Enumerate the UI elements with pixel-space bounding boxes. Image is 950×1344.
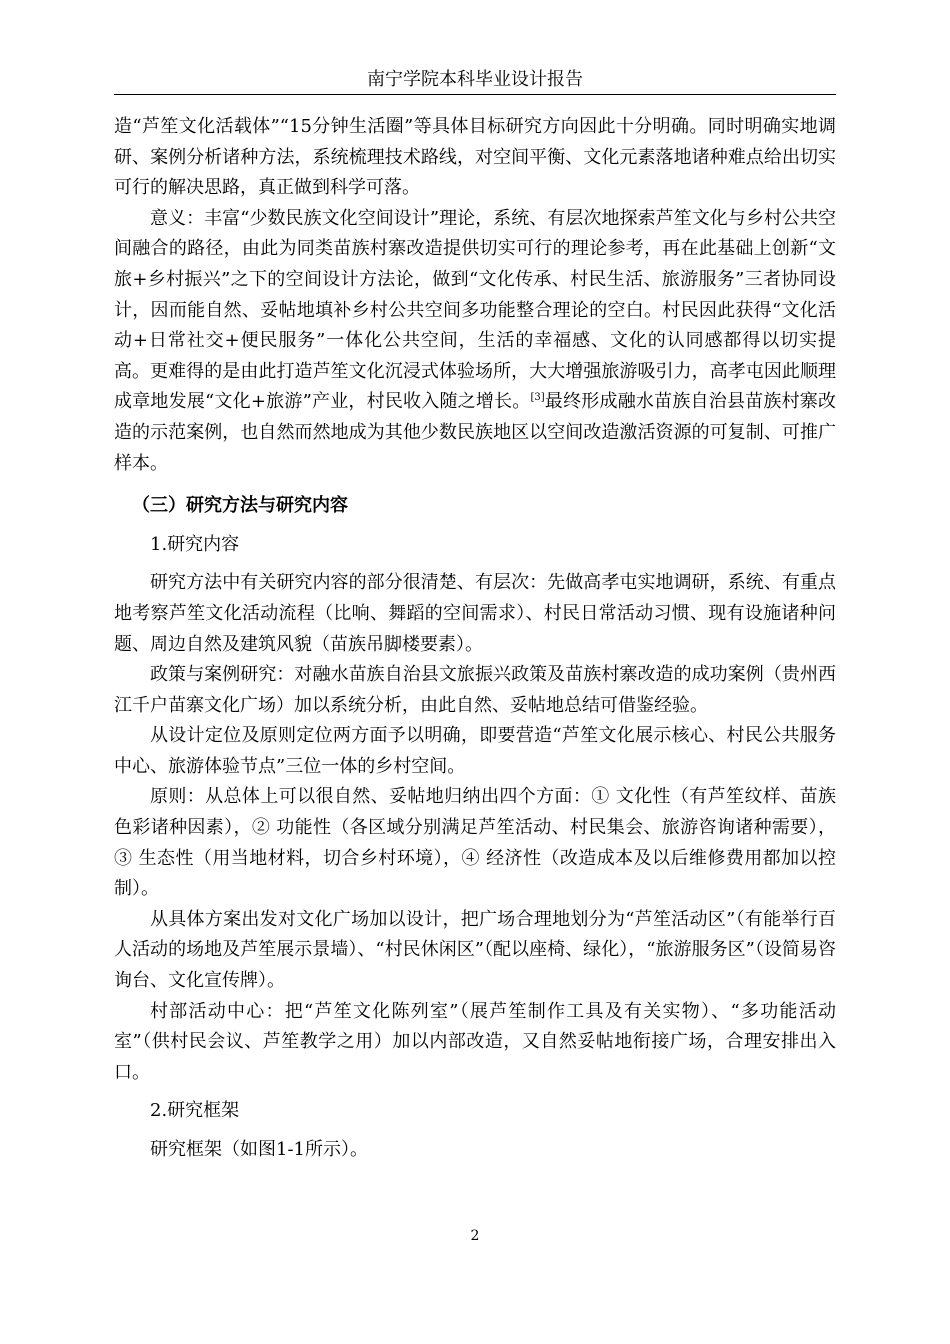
paragraph-framework: 研究框架（如图1-1所示）。 [150,1139,368,1160]
page-content [114,112,836,1166]
subsection-heading: 2.研究框架 [150,1100,240,1122]
paragraph-significance [114,204,836,479]
page-number: 2 [470,1228,480,1244]
paragraph-research-content: 研究方法中有关研究内容的部分很清楚、有层次：先做高孝屯实地调研，系统、有重点地考察芦笙文化活动流程（比响、舞蹈的空间需求）、村民日常活动习惯、现有设施诸种问题、周边自然及建筑风貌（苗族吊脚楼要素）。 [114,572,836,655]
subsection-heading: 1.研究内容 [150,533,240,555]
paragraph-text: 意义：丰富“少数民族文化空间设计”理论，系统、有层次地探索芦笙文化与乡村公共空间融合的路径，由此为同类苗族村寨改造提供切实可行的理论参考，再在此基础上创新“文旅+乡村振兴”之下的空间设计方法论，做到“文化传承、村民生活、旅游服务”三者协同设计，因而能自然、妥帖地填补乡村公共空间多功能整合理论的空白。村民因此获得“文化活动+日常社交+便民服务”一体化公共空间，生活的幸福感、文化的认同感都得以切实提高。更难得的是由此打造芦笙文化沉浸式体验场所，大大增强旅游吸引力，高孝屯因此顺理成章地发展“文化+旅游”产业，村民收入随之增长。 [114,207,836,413]
header-title: 南宁学院本科毕业设计报告 [367,69,583,90]
citation-reference: [3] [530,392,545,404]
paragraph-plaza-design: 从具体方案出发对文化广场加以设计，把广场合理地划分为“芦笙活动区”（有能举行百人活动的场地及芦笙展示景墙）、“村民休闲区”（配以座椅、绿化），“旅游服务区”（设简易咨询台、文化宣传牌）。 [114,908,836,992]
page-header [114,66,836,95]
paragraph-text: 最终形成融水苗族自治县苗族村寨改造的示范案例，也自然而然地成为其他少数民族地区以空间改造激活资源的可复制、可推广样本。 [114,391,837,474]
paragraph-principles: 原则：从总体上可以很自然、妥帖地归纳出四个方面：① 文化性（有芦笙纹样、苗族色彩诸种因素），② 功能性（各区域分别满足芦笙活动、村民集会、旅游咨询诸种需要），③ 生态性（用当地材料，切合乡村环境），④ 经济性（改造成本及以后维修费用都加以控制）。 [114,786,836,900]
paragraph-activity-center: 村部活动中心：把“芦笙文化陈列室”（展芦笙制作工具及有关实物）、“多功能活动室”（供村民会议、芦笙教学之用）加以内部改造，又自然妥帖地衔接广场，合理安排出入口。 [114,1000,836,1083]
paragraph-positioning: 从设计定位及原则定位两方面予以明确，即要营造“芦笙文化展示核心、村民公共服务中心、旅游体验节点”三位一体的乡村空间。 [114,725,836,777]
paragraph-policy-case: 政策与案例研究：对融水苗族自治县文旅振兴政策及苗族村寨改造的成功案例（贵州西江千户苗寨文化广场）加以系统分析，由此自然、妥帖地总结可借鉴经验。 [114,664,836,716]
section-heading: （三）研究方法与研究内容 [132,495,348,517]
paragraph-continuation: 造“芦笙文化活载体”“15分钟生活圈”等具体目标研究方向因此十分明确。同时明确实地调研、案例分析诸种方法，系统梳理技术路线，对空间平衡、文化元素落地诸种难点给出切实可行的解决思路，真正做到科学可落。 [114,116,836,199]
